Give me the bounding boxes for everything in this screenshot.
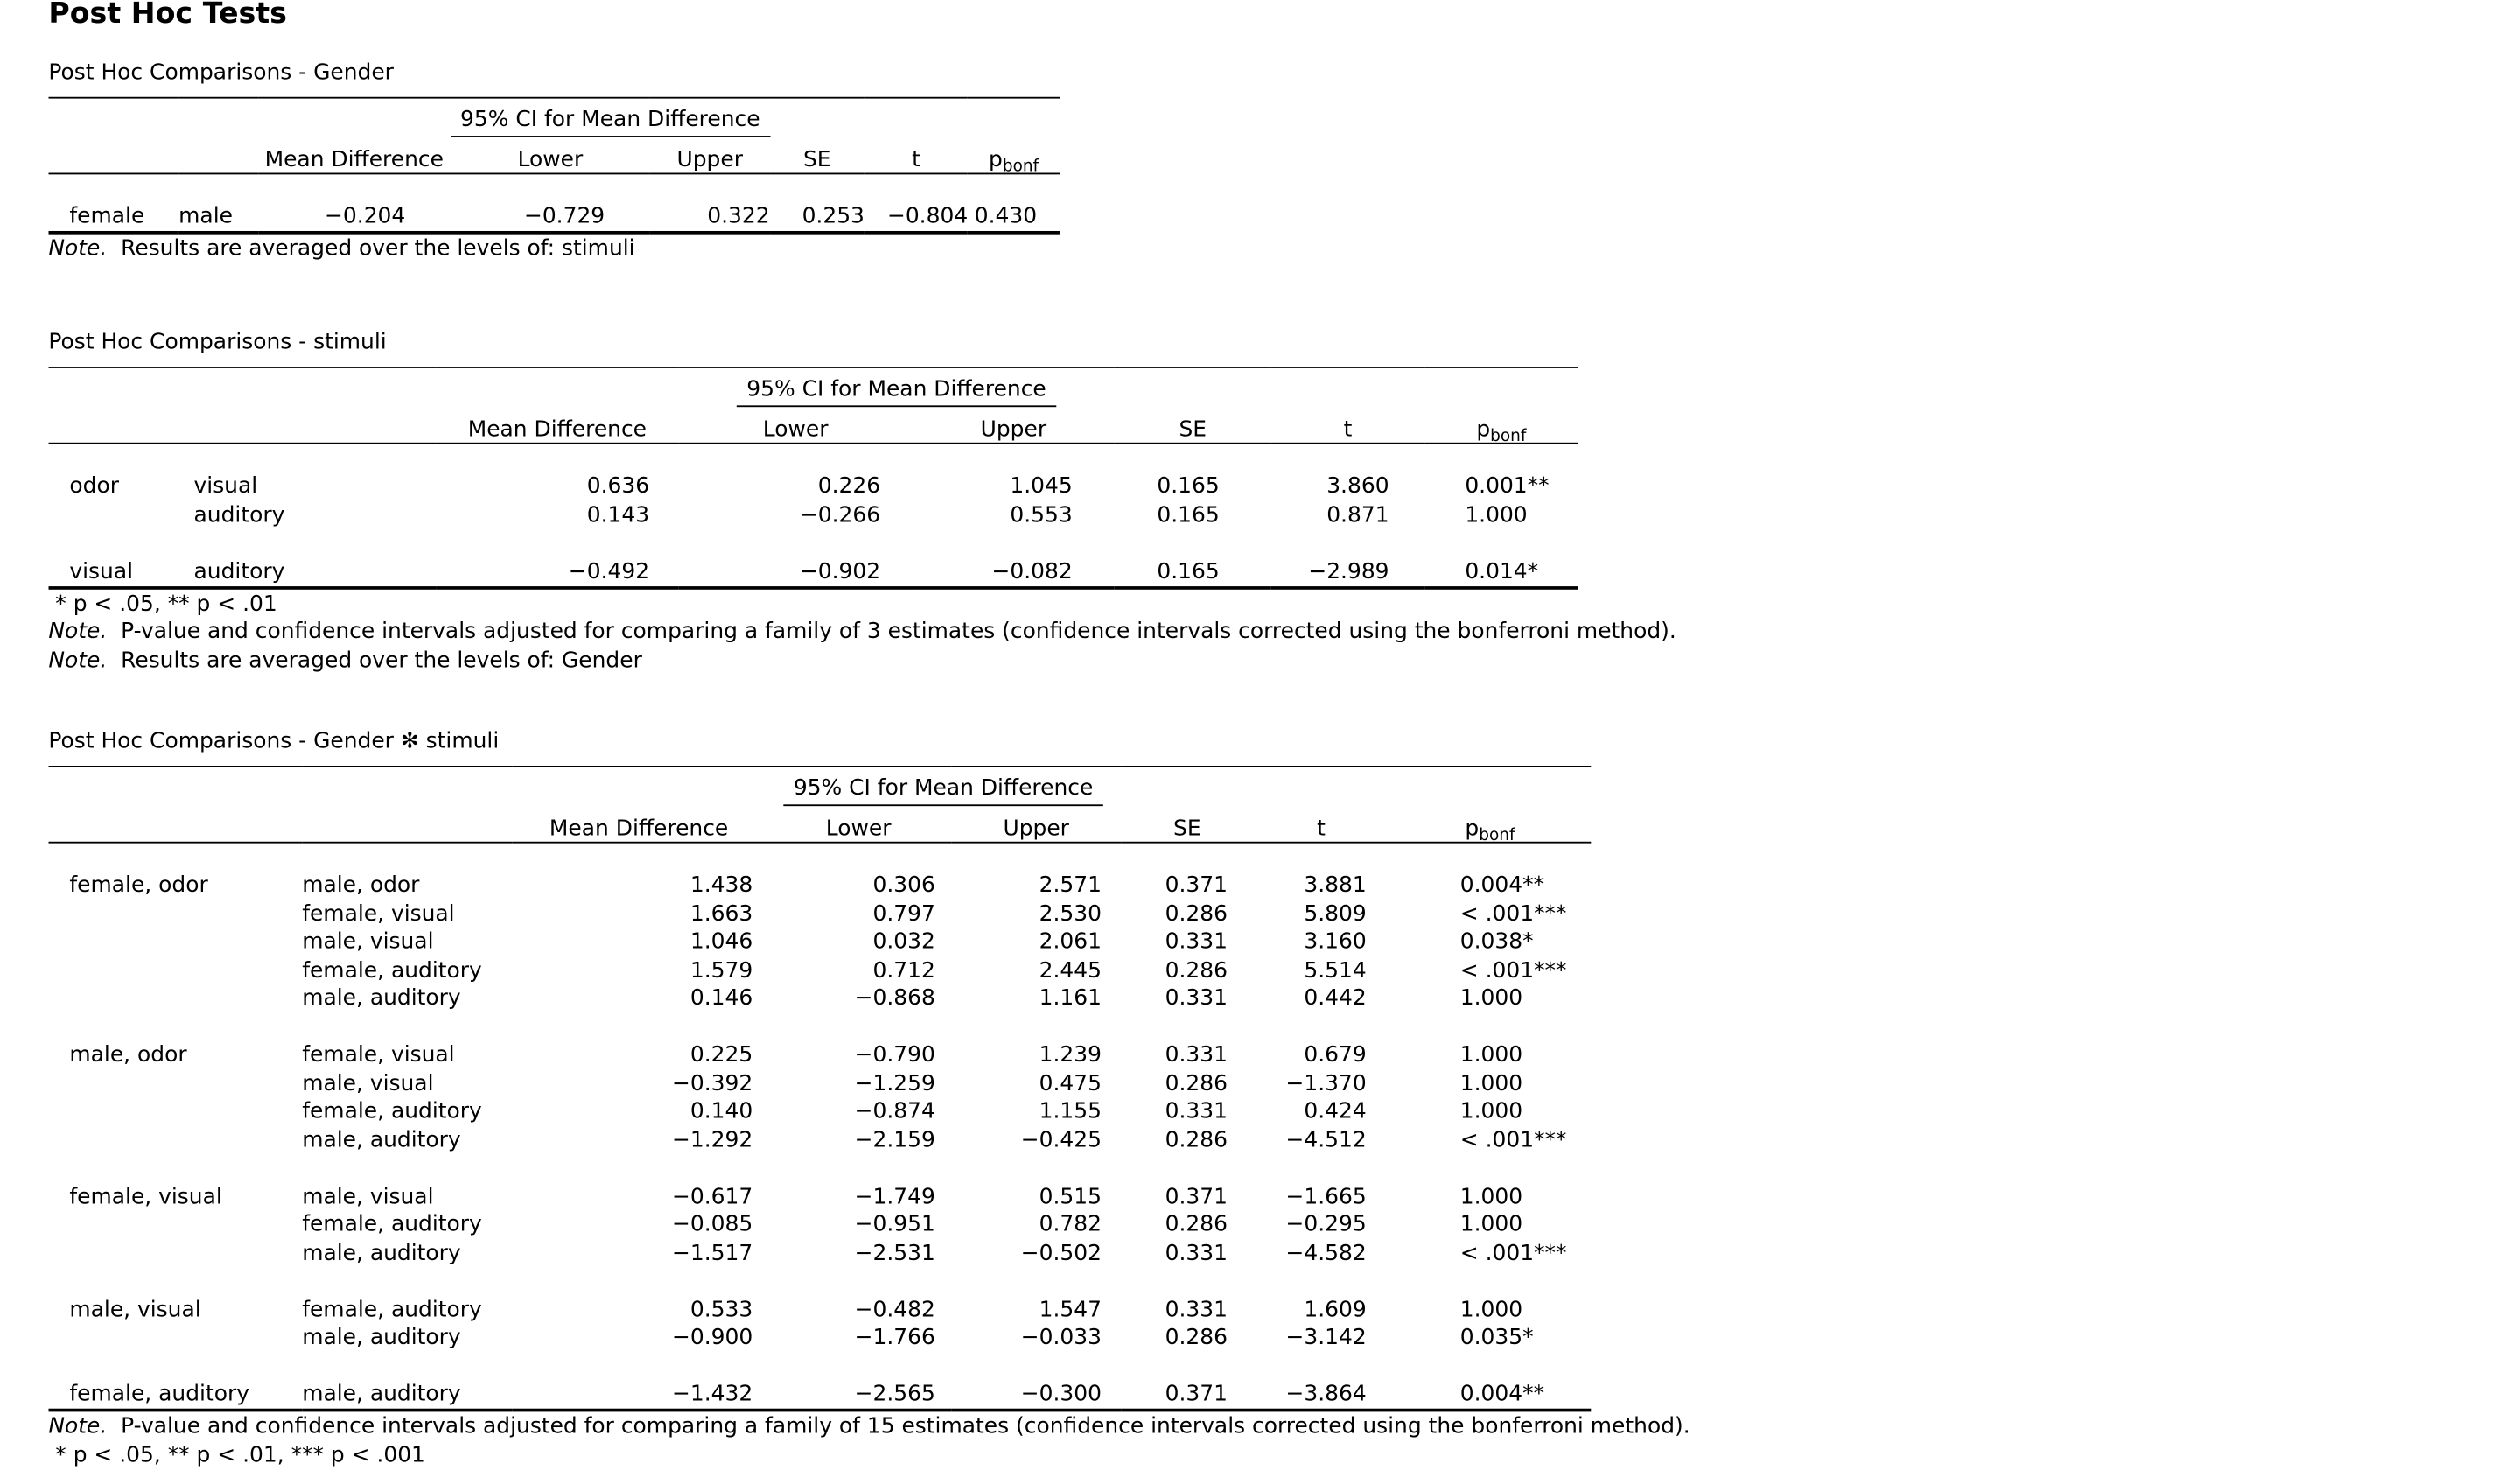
level-a <box>48 956 302 984</box>
se-value: 0.371 <box>1165 872 1228 899</box>
lower-value: −1.749 <box>854 1183 935 1210</box>
t-value: 3.881 <box>1304 872 1367 899</box>
mean-diff-value: −1.292 <box>671 1127 753 1153</box>
col-t: t <box>1253 806 1389 843</box>
table-row <box>48 203 1060 233</box>
upper-value: −0.033 <box>1020 1325 1102 1351</box>
table-row <box>48 500 1578 528</box>
stimuli-table-body <box>48 444 1578 587</box>
col-se: SE <box>770 137 864 174</box>
averaging-note: Note. Results are averaged over the levels of: Gender <box>48 647 642 673</box>
stimuli-table <box>48 367 1578 589</box>
p-value: 0.004** <box>1460 872 1545 899</box>
upper-value: 2.445 <box>1039 957 1102 984</box>
p-value: 1.000 <box>1460 1070 1523 1096</box>
level-b: female, auditory <box>302 957 482 984</box>
level-a: male, odor <box>69 1042 187 1068</box>
col-lower: Lower <box>766 806 951 843</box>
mean-diff-value: 1.663 <box>690 900 753 928</box>
table-row <box>48 1126 1591 1154</box>
upper-value: 1.239 <box>1039 1042 1102 1068</box>
p-value: 0.430 <box>974 204 1038 230</box>
level-a <box>48 1126 302 1154</box>
p-value: 0.035* <box>1460 1325 1534 1351</box>
table-row <box>48 472 1578 500</box>
level-a <box>48 900 302 928</box>
col-se: SE <box>1115 407 1271 444</box>
table-row <box>48 928 1591 956</box>
level-b: male <box>178 204 233 230</box>
interaction-table-body <box>48 843 1591 1410</box>
lower-value: −0.729 <box>523 204 606 230</box>
se-value: 0.286 <box>1165 957 1228 984</box>
level-b: male, auditory <box>302 1325 461 1351</box>
se-value: 0.165 <box>1157 473 1220 500</box>
level-a <box>48 500 193 528</box>
se-value: 0.371 <box>1165 1183 1228 1210</box>
se-value: 0.286 <box>1165 1325 1228 1351</box>
lower-value: −0.266 <box>799 501 881 528</box>
level-b: male, auditory <box>302 1381 461 1408</box>
p-value: < .001*** <box>1460 900 1567 928</box>
table-row <box>48 1380 1591 1410</box>
table-row <box>48 900 1591 928</box>
upper-value: 0.322 <box>707 204 770 230</box>
col-t: t <box>864 137 968 174</box>
p-value: 0.001** <box>1465 473 1550 500</box>
interaction-table-title: Post Hoc Comparisons - Gender ✻ stimuli <box>48 728 500 755</box>
se-value: 0.286 <box>1165 1070 1228 1096</box>
upper-value: 1.161 <box>1039 985 1102 1012</box>
col-mean-difference: Mean Difference <box>436 407 678 444</box>
mean-diff-value: −1.517 <box>671 1240 753 1266</box>
stimuli-table-notes <box>48 591 1676 676</box>
col-upper: Upper <box>951 806 1121 843</box>
col-p-bonf: $p_{bonf}$ <box>968 137 1060 174</box>
level-a: male, visual <box>69 1296 201 1323</box>
t-value: −0.295 <box>1285 1211 1367 1238</box>
upper-value: 0.553 <box>1010 501 1073 528</box>
upper-value: −0.300 <box>1020 1381 1102 1408</box>
lower-value: 0.032 <box>872 928 935 956</box>
t-value: 0.442 <box>1304 985 1367 1012</box>
table-row <box>48 872 1591 900</box>
lower-value: −0.868 <box>854 985 935 1012</box>
interaction-table-block <box>48 729 1690 1470</box>
stimuli-table-block <box>48 330 1676 676</box>
t-value: 0.424 <box>1304 1098 1367 1125</box>
p-value: 0.038* <box>1460 928 1534 956</box>
col-upper: Upper <box>650 137 770 174</box>
note-text: Results are averaged over the levels of: stimuli <box>121 235 635 262</box>
t-value: 3.860 <box>1326 473 1390 500</box>
col-lower: Lower <box>678 407 913 444</box>
interaction-table-notes <box>48 1413 1690 1470</box>
upper-value: −0.502 <box>1020 1240 1102 1266</box>
level-b: male, visual <box>302 1070 434 1096</box>
se-value: 0.286 <box>1165 1211 1228 1238</box>
level-b: male, odor <box>302 872 420 899</box>
gender-table-notes <box>48 236 1060 264</box>
level-b: male, auditory <box>302 1127 461 1153</box>
mean-diff-value: −1.432 <box>671 1381 753 1408</box>
table-row <box>48 1069 1591 1097</box>
section-title: Post Hoc Tests <box>48 0 287 32</box>
upper-value: 2.530 <box>1039 900 1102 928</box>
se-value: 0.371 <box>1165 1381 1228 1408</box>
t-value: −3.864 <box>1285 1381 1367 1408</box>
level-a: female, auditory <box>69 1381 249 1408</box>
mean-diff-value: −0.085 <box>671 1211 753 1238</box>
col-mean-difference: Mean Difference <box>258 137 451 174</box>
lower-value: −0.951 <box>854 1211 935 1238</box>
p-value: 1.000 <box>1460 985 1523 1012</box>
level-b: female, auditory <box>302 1098 482 1125</box>
level-a <box>48 1211 302 1239</box>
upper-value: 0.782 <box>1039 1211 1102 1238</box>
p-value: 0.014* <box>1465 558 1539 584</box>
adjustment-note: Note. P-value and confidence intervals adjusted for comparing a family of 15 estimates (confidence intervals corrected using the bonferroni method). <box>48 1413 1690 1439</box>
mean-diff-value: −0.392 <box>671 1070 753 1096</box>
p-value: 1.000 <box>1465 501 1528 528</box>
p-value: 1.000 <box>1460 1211 1523 1238</box>
adjustment-note: Note. P-value and confidence intervals adjusted for comparing a family of 3 estimates (confidence intervals corrected using the bonferroni method). <box>48 619 1676 645</box>
interaction-table <box>48 766 1591 1411</box>
col-p-bonf: $p_{bonf}$ <box>1390 806 1592 843</box>
t-value: 1.609 <box>1304 1296 1367 1323</box>
gender-table <box>48 97 1060 234</box>
level-b: female, auditory <box>302 1211 482 1238</box>
level-a <box>48 928 302 956</box>
upper-value: −0.425 <box>1020 1127 1102 1153</box>
lower-value: −1.259 <box>854 1070 935 1096</box>
table-row <box>48 956 1591 984</box>
ci-group-header: 95% CI for Mean Difference <box>678 368 1114 407</box>
upper-value: −0.082 <box>991 558 1073 584</box>
mean-diff-value: 0.143 <box>586 501 650 528</box>
level-b: visual <box>193 473 258 500</box>
mean-diff-value: 0.636 <box>586 473 650 500</box>
lower-value: 0.712 <box>872 957 935 984</box>
upper-value: 0.515 <box>1039 1183 1102 1210</box>
lower-value: −2.531 <box>854 1240 935 1266</box>
col-t: t <box>1271 407 1424 444</box>
p-value: 1.000 <box>1460 1296 1523 1323</box>
lower-value: 0.797 <box>872 900 935 928</box>
mean-diff-value: 0.140 <box>690 1098 753 1125</box>
level-a <box>48 1239 302 1267</box>
significance-note: * p < .05, ** p < .01 <box>55 590 277 617</box>
upper-value: 1.045 <box>1010 473 1073 500</box>
p-value: < .001*** <box>1460 1127 1567 1153</box>
t-value: 0.679 <box>1304 1042 1367 1068</box>
upper-value: 0.475 <box>1039 1070 1102 1096</box>
se-value: 0.286 <box>1165 1127 1228 1153</box>
table-row <box>48 1324 1591 1352</box>
level-b: female, visual <box>302 900 455 928</box>
upper-value: 1.547 <box>1039 1296 1102 1323</box>
ci-group-header: 95% CI for Mean Difference <box>766 766 1121 806</box>
table-row <box>48 1041 1591 1069</box>
col-lower: Lower <box>451 137 650 174</box>
table-row <box>48 557 1578 587</box>
level-b: male, visual <box>302 1183 434 1210</box>
t-value: −4.582 <box>1285 1240 1367 1266</box>
t-value: 5.514 <box>1304 957 1367 984</box>
mean-diff-value: 0.225 <box>690 1042 753 1068</box>
p-value: < .001*** <box>1460 957 1567 984</box>
p-value: 1.000 <box>1460 1183 1523 1210</box>
mean-diff-value: 1.579 <box>690 957 753 984</box>
col-p-bonf: $p_{bonf}$ <box>1424 407 1578 444</box>
p-value: < .001*** <box>1460 1240 1567 1266</box>
col-upper: Upper <box>913 407 1115 444</box>
col-mean-difference: Mean Difference <box>512 806 766 843</box>
table-row <box>48 1295 1591 1323</box>
stimuli-table-title: Post Hoc Comparisons - stimuli <box>48 329 387 356</box>
t-value: −2.989 <box>1308 558 1390 584</box>
se-value: 0.331 <box>1165 1240 1228 1266</box>
lower-value: −1.766 <box>854 1325 935 1351</box>
table-row <box>48 984 1591 1012</box>
p-value: 1.000 <box>1460 1042 1523 1068</box>
lower-value: −0.902 <box>799 558 881 584</box>
lower-value: −2.159 <box>854 1127 935 1153</box>
level-a <box>48 1069 302 1097</box>
note-label: Note. <box>48 235 108 262</box>
mean-diff-value: 0.533 <box>690 1296 753 1323</box>
level-b: female, auditory <box>302 1296 482 1323</box>
level-a: female, visual <box>69 1183 222 1210</box>
level-b: auditory <box>193 558 285 584</box>
se-value: 0.286 <box>1165 900 1228 928</box>
lower-value: 0.306 <box>872 872 935 899</box>
t-value: −1.665 <box>1285 1183 1367 1210</box>
level-a: female <box>69 204 145 230</box>
lower-value: −0.874 <box>854 1098 935 1125</box>
level-a <box>48 1097 302 1125</box>
se-value: 0.331 <box>1165 928 1228 956</box>
se-value: 0.165 <box>1157 558 1220 584</box>
gender-table-title: Post Hoc Comparisons - Gender <box>48 60 394 86</box>
t-value: −3.142 <box>1285 1325 1367 1351</box>
mean-diff-value: −0.617 <box>671 1183 753 1210</box>
se-value: 0.331 <box>1165 1042 1228 1068</box>
p-value: 1.000 <box>1460 1098 1523 1125</box>
upper-value: 1.155 <box>1039 1098 1102 1125</box>
t-value: −1.370 <box>1285 1070 1367 1096</box>
p-value: 0.004** <box>1460 1381 1545 1408</box>
t-value: −4.512 <box>1285 1127 1367 1153</box>
ci-group-header: 95% CI for Mean Difference <box>451 98 770 137</box>
lower-value: −2.565 <box>854 1381 935 1408</box>
mean-diff-value: −0.204 <box>325 204 406 230</box>
upper-value: 2.061 <box>1039 928 1102 956</box>
se-value: 0.331 <box>1165 1296 1228 1323</box>
level-a <box>48 984 302 1012</box>
level-b: auditory <box>193 501 285 528</box>
level-b: male, auditory <box>302 1240 461 1266</box>
upper-value: 2.571 <box>1039 872 1102 899</box>
se-value: 0.165 <box>1157 501 1220 528</box>
table-row <box>48 1182 1591 1210</box>
significance-note: * p < .05, ** p < .01, *** p < .001 <box>55 1441 425 1468</box>
mean-diff-value: −0.900 <box>671 1325 753 1351</box>
t-value: 3.160 <box>1304 928 1367 956</box>
se-value: 0.331 <box>1165 1098 1228 1125</box>
level-b: male, visual <box>302 928 434 956</box>
level-a: visual <box>69 558 134 584</box>
mean-diff-value: 1.438 <box>690 872 753 899</box>
t-value: −0.804 <box>886 204 969 230</box>
gender-table-block <box>48 60 1060 264</box>
table-row <box>48 1097 1591 1125</box>
col-se: SE <box>1121 806 1253 843</box>
lower-value: 0.226 <box>817 473 881 500</box>
se-value: 0.253 <box>802 204 864 230</box>
se-value: 0.331 <box>1165 985 1228 1012</box>
table-row <box>48 1239 1591 1267</box>
level-b: male, auditory <box>302 985 461 1012</box>
lower-value: −0.482 <box>854 1296 935 1323</box>
level-a <box>48 1324 302 1352</box>
level-a: odor <box>69 473 119 500</box>
lower-value: −0.790 <box>854 1042 935 1068</box>
mean-diff-value: −0.492 <box>568 558 650 584</box>
mean-diff-value: 1.046 <box>690 928 753 956</box>
mean-diff-value: 0.146 <box>690 985 753 1012</box>
table-row <box>48 1211 1591 1239</box>
t-value: 0.871 <box>1326 501 1390 528</box>
level-a: female, odor <box>69 872 208 899</box>
level-b: female, visual <box>302 1042 455 1068</box>
t-value: 5.809 <box>1304 900 1367 928</box>
